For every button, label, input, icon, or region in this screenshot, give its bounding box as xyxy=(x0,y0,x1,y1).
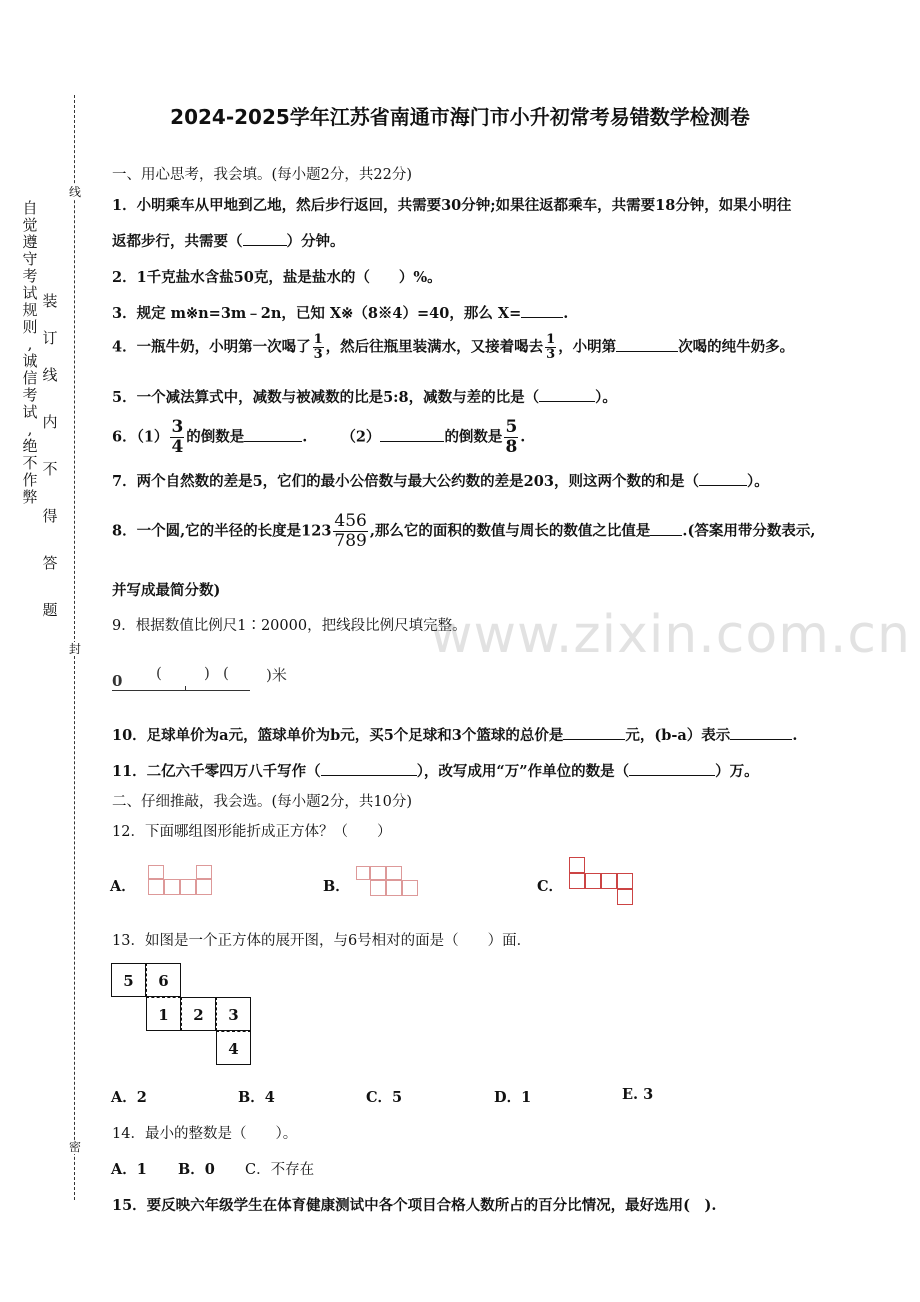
question-2: 2．1千克盐水含盐50克，盐是盐水的（ ）%。 xyxy=(112,269,442,286)
fraction-one-third: $\frac{1}{3}$ xyxy=(546,332,556,362)
answer-blank[interactable] xyxy=(321,761,417,776)
question-9: 9．根据数值比例尺1∶20000，把线段比例尺填完整。 xyxy=(112,618,467,634)
cube-face-4: 4 xyxy=(216,1031,251,1065)
margin-mark-line: 线 xyxy=(66,185,84,199)
exam-rules-vertical-text: 自 觉 遵 守 考 试 规 则 , 诚 信 考 试 , 绝 不 作 弊 xyxy=(22,199,38,506)
net-figure-c xyxy=(567,855,639,907)
margin-mark-secret: 密 xyxy=(66,1140,84,1154)
question-13: 13．如图是一个正方体的展开图，与6号相对的面是（ ）面． xyxy=(112,933,532,949)
answer-blank[interactable] xyxy=(699,471,747,486)
option-b-label[interactable]: B． xyxy=(323,878,350,895)
q13-option-e[interactable]: E. 3 xyxy=(622,1086,654,1103)
q13-option-a[interactable]: A．2 xyxy=(111,1089,147,1106)
page-title: 2024-2025学年江苏省南通市海门市小升初常考易错数学检测卷 xyxy=(170,105,750,129)
answer-blank[interactable] xyxy=(629,761,715,776)
cube-face-6: 6 xyxy=(146,963,181,997)
q14-option-c[interactable]: C．不存在 xyxy=(245,1162,315,1178)
answer-blank[interactable] xyxy=(730,725,792,740)
binding-instruction-text: 装 订 线 内 不 得 答 题 xyxy=(42,292,58,619)
q14-option-a[interactable]: A．1 xyxy=(111,1161,147,1178)
fraction-three-fourths: $\frac{3}{4}$ xyxy=(171,417,184,457)
question-10: 10．足球单价为a元，篮球单价为b元，买5个足球和3个篮球的总价是 元，(b-a）表示 . xyxy=(112,727,798,744)
q14-option-b[interactable]: B．0 xyxy=(178,1161,215,1178)
answer-blank[interactable] xyxy=(563,725,625,740)
q13-option-d[interactable]: D．1 xyxy=(494,1089,532,1106)
question-15: 15．要反映六年级学生在体育健康测试中各个项目合格人数所占的百分比情况，最好选用( ). xyxy=(112,1197,717,1214)
fraction-five-eighths: $\frac{5}{8}$ xyxy=(505,417,518,457)
net-figure-a xyxy=(146,863,216,899)
question-14: 14．最小的整数是（ ）。 xyxy=(112,1126,298,1142)
fraction-456-789: $\frac{456}{789}$ xyxy=(334,511,367,551)
fraction-one-third: $\frac{1}{3}$ xyxy=(313,332,323,362)
question-7: 7．两个自然数的差是5，它们的最小公倍数与最大公约数的差是203，则这两个数的和是（ ）。 xyxy=(112,473,769,490)
answer-blank[interactable] xyxy=(380,427,444,442)
option-c-label[interactable]: C． xyxy=(537,878,564,895)
answer-blank[interactable] xyxy=(650,521,682,536)
answer-blank[interactable] xyxy=(521,303,563,318)
cube-face-5: 5 xyxy=(111,963,146,997)
q13-option-c[interactable]: C．5 xyxy=(366,1089,403,1106)
answer-blank[interactable] xyxy=(243,231,287,246)
question-1-line-1: 1．小明乘车从甲地到乙地，然后步行返回，共需要30分钟;如果往返都乘车，共需要18分钟，如果小明往 xyxy=(112,197,792,214)
margin-mark-seal: 封 xyxy=(66,642,84,656)
question-5: 5．一个减法算式中，减数与被减数的比是5:8，减数与差的比是（ ）。 xyxy=(112,389,617,406)
section-2-heading: 二、仔细推敲，我会选。(每小题2分，共10分) xyxy=(112,794,412,810)
question-6: 6．（1） $\frac{3}{4}$ 的倒数是 . （2） 的倒数是 $\frac{5}{8}$ . xyxy=(112,417,526,457)
answer-blank[interactable] xyxy=(616,337,678,352)
question-12: 12．下面哪组图形能折成正方体？（ ） xyxy=(112,824,392,840)
q13-option-b[interactable]: B．4 xyxy=(238,1089,275,1106)
cube-face-3: 3 xyxy=(216,997,251,1031)
net-figure-b xyxy=(354,864,424,900)
question-8-line-1: 8．一个圆,它的半径的长度是123 $\frac{456}{789}$ ,那么它的面积的数值与周长的数值之比值是 .(答案用带分数表示, xyxy=(112,511,816,551)
question-11: 11．二亿六千零四万八千写作（ ），改写成用“万”作单位的数是（ ）万。 xyxy=(112,763,759,780)
answer-blank[interactable] xyxy=(244,427,302,442)
cube-face-2: 2 xyxy=(181,997,216,1031)
question-3: 3．规定 m※n=3m﹣2n，已知 X※（8※4）=40，那么 X= . xyxy=(112,305,569,322)
section-1-heading: 一、用心思考，我会填。(每小题2分，共22分) xyxy=(112,167,412,183)
cube-face-1: 1 xyxy=(146,997,181,1031)
answer-blank[interactable] xyxy=(539,387,595,402)
question-4: 4．一瓶牛奶，小明第一次喝了 $\frac{1}{3}$ ，然后往瓶里装满水，又接着喝去 $\frac{1}{3}$ ，小明第 次喝的纯牛奶多。 xyxy=(112,332,795,362)
watermark: www.zixin.com.cn xyxy=(430,605,911,665)
scale-bar: 0 ( ) ( )米 xyxy=(112,664,287,690)
option-a-label[interactable]: A． xyxy=(110,878,136,895)
question-8-line-2: 并写成最简分数) xyxy=(112,582,221,599)
question-1-line-2: 返都步行，共需要（ ）分钟。 xyxy=(112,233,345,250)
